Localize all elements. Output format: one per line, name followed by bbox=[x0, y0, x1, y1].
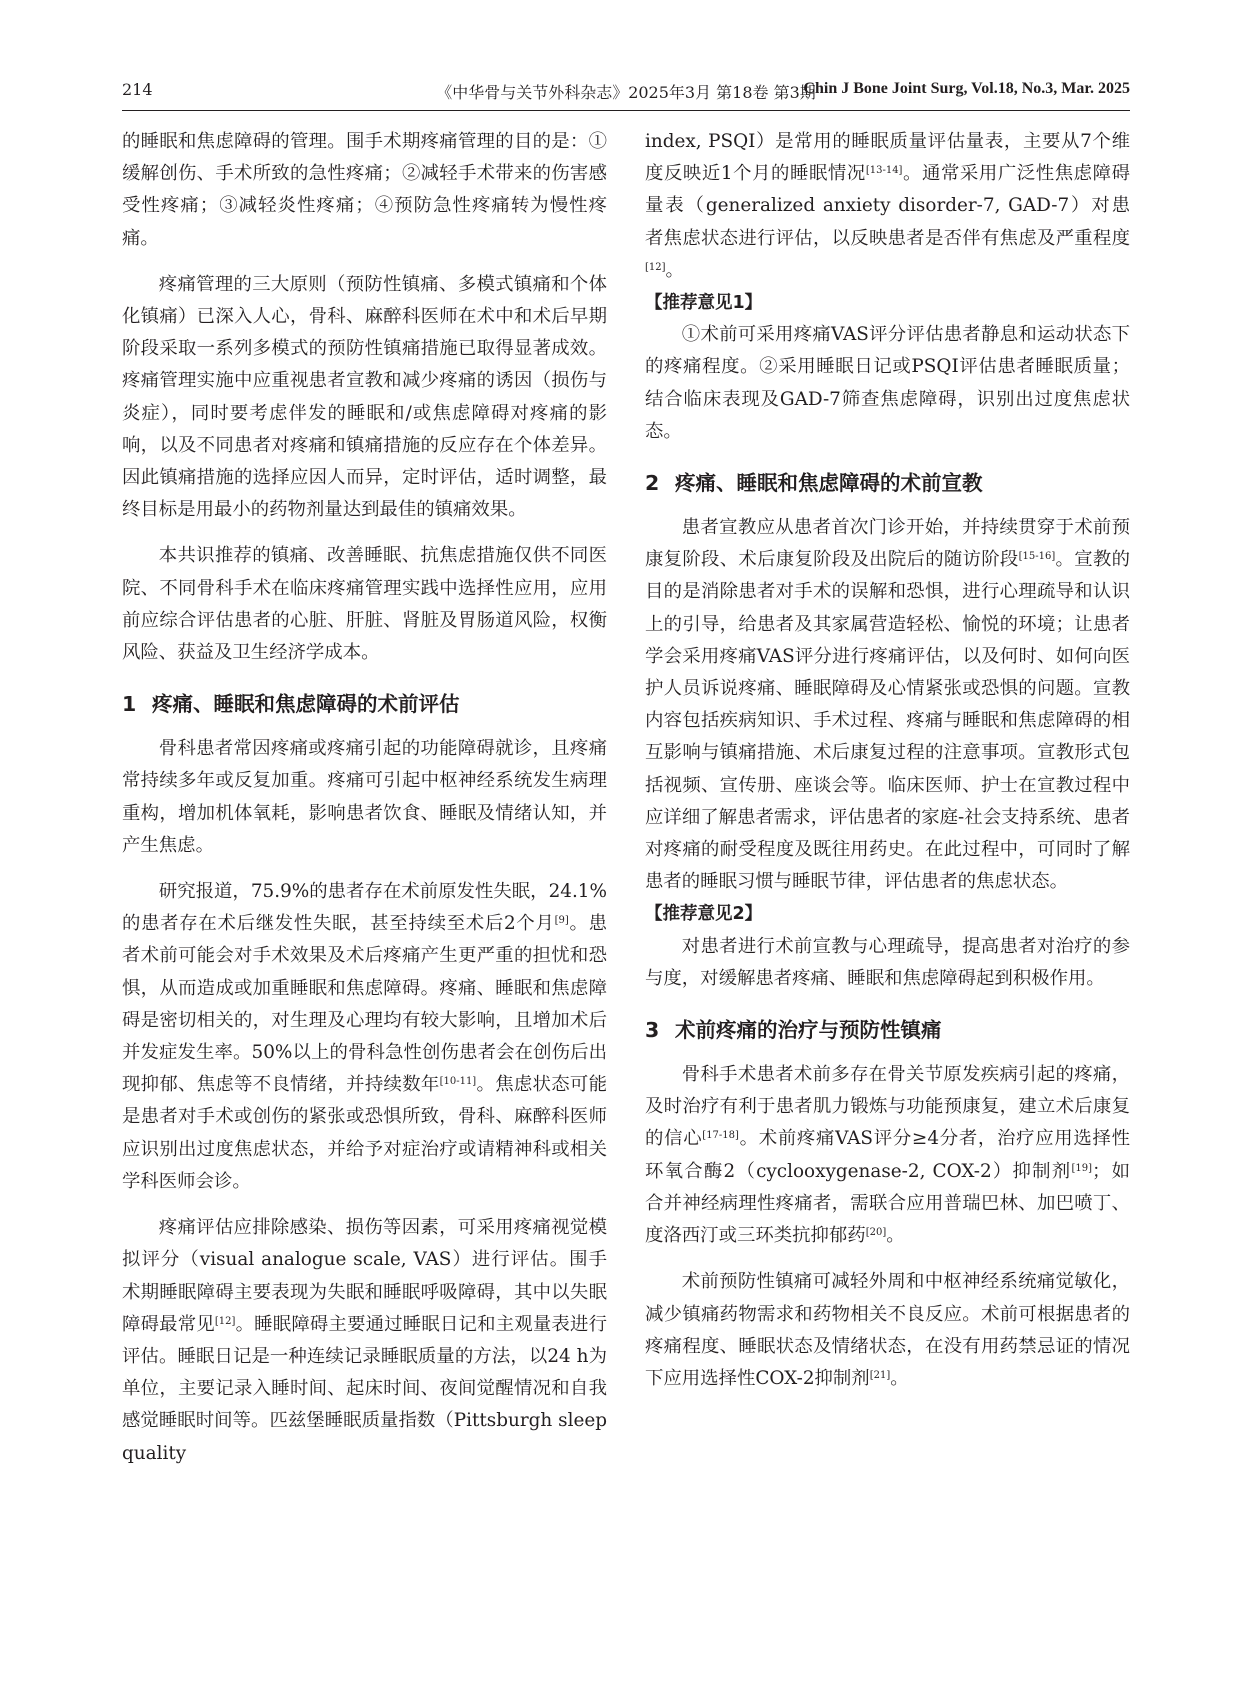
section-title: 术前疼痛的治疗与预防性镇痛 bbox=[675, 1018, 942, 1043]
section-number: 3 bbox=[645, 1018, 660, 1043]
section-number: 1 bbox=[122, 692, 137, 717]
paragraph: index, PSQI）是常用的睡眠质量评估量表，主要从7个维度反映近1个月的睡眠情况[13-14]。通常采用广泛性焦虑障碍量表（generalized anxiety disorder-7, GAD-7）对患者焦虑状态进行评估，以反映患者是否伴有焦虑及严重程度[12]。 bbox=[645, 131, 1130, 281]
running-header bbox=[122, 74, 1130, 111]
section-heading-3 bbox=[645, 1016, 1130, 1044]
citation[interactable]: [9] bbox=[554, 915, 569, 927]
section-heading-1 bbox=[122, 690, 607, 718]
citation[interactable]: [15-16] bbox=[1018, 551, 1056, 563]
right-column bbox=[645, 126, 1130, 1395]
section-title: 疼痛、睡眠和焦虑障碍的术前评估 bbox=[152, 692, 460, 717]
recommendation-title: 【推荐意见2】 bbox=[645, 904, 763, 925]
citation[interactable]: [17-18] bbox=[702, 1130, 739, 1142]
paragraph: 患者宣教应从患者首次门诊开始，并持续贯穿于术前预康复阶段、术后康复阶段及出院后的随访阶段[15-16]。宣教的目的是消除患者对手术的误解和恐惧，进行心理疏导和认识上的引导，给患者及其家属营造轻松、愉悦的环境；让患者学会采用疼痛VAS评分进行疼痛评估，以及何时、如何向医护人员诉说疼痛、睡眠障碍及心情紧张或恐惧的问题。宣教内容包括疾病知识、手术过程、疼痛与睡眠和焦虑障碍的相互影响与镇痛措施、术后康复过程的注意事项。宣教形式包括视频、宣传册、座谈会等。临床医师、护士在宣教过程中应详细了解患者需求，评估患者的家庭-社会支持系统、患者对疼痛的耐受程度及既往用药史。在此过程中，可同时了解患者的睡眠习惯与睡眠节律，评估患者的焦虑状态。 bbox=[645, 517, 1130, 893]
paragraph: 的睡眠和焦虑障碍的管理。围手术期疼痛管理的目的是：①缓解创伤、手术所致的急性疼痛；②减轻手术带来的伤害感受性疼痛；③减轻炎性疼痛；④预防急性疼痛转为慢性疼痛。 bbox=[122, 131, 607, 249]
paragraph: 研究报道，75.9%的患者存在术前原发性失眠，24.1%的患者存在术后继发性失眠，甚至持续至术后2个月[9]。患者术前可能会对手术效果及术后疼痛产生更严重的担忧和恐惧，从而造成或加重睡眠和焦虑障碍。疼痛、睡眠和焦虑障碍是密切相关的，对生理及心理均有较大影响，且增加术后并发症发生率。50%以上的骨科急性创伤患者会在创伤后出现抑郁、焦虑等不良情绪，并持续数年[10-11]。焦虑状态可能是患者对手术或创伤的紧张或恐惧所致，骨科、麻醉科医师应识别出过度焦虑状态，并给予对症治疗或请精神科或相关学科医师会诊。 bbox=[122, 881, 607, 1192]
page-number: 214 bbox=[122, 80, 153, 99]
paragraph: 术前预防性镇痛可减轻外周和中枢神经系统痛觉敏化，减少镇痛药物需求和药物相关不良反应。术前可根据患者的疼痛程度、睡眠状态及情绪状态，在没有用药禁忌证的情况下应用选择性COX-2抑制剂[21]。 bbox=[645, 1271, 1130, 1389]
recommendation-text: 对患者进行术前宣教与心理疏导，提高患者对治疗的参与度，对缓解患者疼痛、睡眠和焦虑障碍起到积极作用。 bbox=[645, 935, 1130, 989]
section-title: 疼痛、睡眠和焦虑障碍的术前宣教 bbox=[675, 471, 983, 496]
recommendation-title: 【推荐意见1】 bbox=[645, 293, 763, 314]
left-column bbox=[122, 126, 607, 1470]
citation[interactable]: [20] bbox=[865, 1227, 887, 1239]
paragraph: 骨科手术患者术前多存在骨关节原发疾病引起的疼痛，及时治疗有利于患者肌力锻炼与功能预康复，建立术后康复的信心[17-18]。术前疼痛VAS评分≥4分者，治疗应用选择性环氧合酶2（cyclooxygenase-2, COX-2）抑制剂[19]；如合并神经病理性疼痛者，需联合应用普瑞巴林、加巴喷丁、度洛西汀或三环类抗抑郁药[20]。 bbox=[645, 1064, 1130, 1247]
citation[interactable]: [13-14] bbox=[865, 165, 903, 177]
paragraph: 本共识推荐的镇痛、改善睡眠、抗焦虑措施仅供不同医院、不同骨科手术在临床疼痛管理实践中选择性应用，应用前应综合评估患者的心脏、肝脏、肾脏及胃肠道风险，权衡风险、获益及卫生经济学成本。 bbox=[122, 545, 607, 664]
journal-title-cn: 《中华骨与关节外科杂志》2025年3月 第18卷 第3期 bbox=[436, 83, 816, 102]
citation[interactable]: [12] bbox=[645, 261, 666, 273]
citation[interactable]: [21] bbox=[869, 1369, 891, 1381]
paragraph: 疼痛管理的三大原则（预防性镇痛、多模式镇痛和个体化镇痛）已深入人心，骨科、麻醉科医师在术中和术后早期阶段采取一系列多模式的预防性镇痛措施已取得显著成效。疼痛管理实施中应重视患者宣教和减少疼痛的诱因（损伤与炎症），同时要考虑伴发的睡眠和/或焦虑障碍对疼痛的影响，以及不同患者对疼痛和镇痛措施的反应存在个体差异。因此镇痛措施的选择应因人而异，定时评估，适时调整，最终目标是用最小的药物剂量达到最佳的镇痛效果。 bbox=[122, 273, 607, 521]
section-heading-2 bbox=[645, 469, 1130, 497]
recommendation-text: ①术前可采用疼痛VAS评分评估患者静息和运动状态下的疼痛程度。②采用睡眠日记或PSQI评估患者睡眠质量；结合临床表现及GAD-7筛查焦虑障碍，识别出过度焦虑状态。 bbox=[645, 324, 1130, 442]
paragraph: 疼痛评估应排除感染、损伤等因素，可采用疼痛视觉模拟评分（visual analogue scale, VAS）进行评估。围手术期睡眠障碍主要表现为失眠和睡眠呼吸障碍，其中以失眠障碍最常见[12]。睡眠障碍主要通过睡眠日记和主观量表进行评估。睡眠日记是一种连续记录睡眠质量的方法，以24 h为单位，主要记录入睡时间、起床时间、夜间觉醒情况和自我感觉睡眠时间等。匹兹堡睡眠质量指数（Pittsburgh sleep quality bbox=[122, 1217, 607, 1464]
paragraph: 骨科患者常因疼痛或疼痛引起的功能障碍就诊，且疼痛常持续多年或反复加重。疼痛可引起中枢神经系统发生病理重构，增加机体氧耗，影响患者饮食、睡眠及情绪认知，并产生焦虑。 bbox=[122, 738, 607, 856]
citation[interactable]: [10-11] bbox=[439, 1076, 477, 1088]
citation[interactable]: [12] bbox=[214, 1315, 236, 1327]
journal-title-en: Chin J Bone Joint Surg, Vol.18, No.3, Mar. 2025 bbox=[803, 80, 1130, 97]
section-number: 2 bbox=[645, 471, 660, 496]
citation[interactable]: [19] bbox=[1071, 1162, 1092, 1174]
